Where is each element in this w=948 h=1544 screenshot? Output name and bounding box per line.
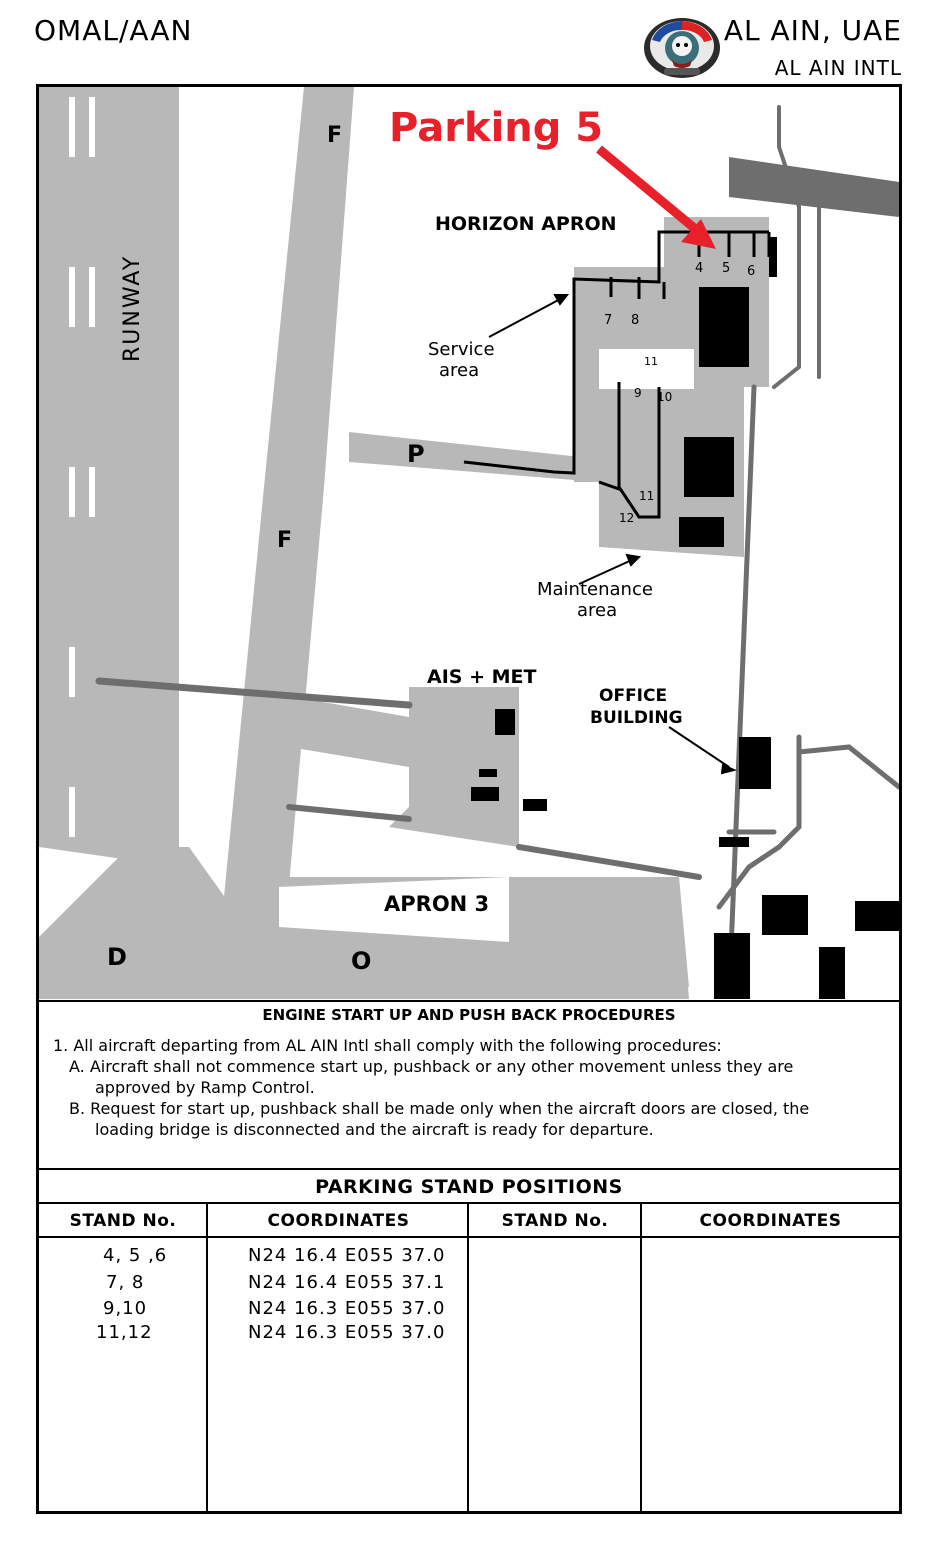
table-column-divider (640, 1204, 642, 1514)
runway (39, 87, 179, 867)
stand-6-label: 6 (747, 264, 756, 279)
coordinate-cell: N24 16.3 E055 37.0 (248, 1298, 446, 1319)
procedures-section (39, 1000, 899, 1168)
procedure-line-1: 1. All aircraft departing from AL AIN Intl shall comply with the following procedures: (53, 1036, 722, 1055)
roads (99, 107, 899, 999)
ais-met-label: AIS + MET (427, 666, 537, 688)
coordinate-cell: N24 16.4 E055 37.1 (248, 1272, 446, 1293)
procedures-title: ENGINE START UP AND PUSH BACK PROCEDURES (262, 1006, 676, 1024)
road-east (729, 157, 899, 217)
office-building-label-2: BUILDING (590, 708, 683, 728)
stand-11b-label: 11 (644, 355, 658, 368)
airline-logo-icon (642, 16, 722, 80)
procedure-b-line-2: loading bridge is disconnected and the aircraft is ready for departure. (95, 1120, 654, 1139)
stand-cell: 9,10 (103, 1298, 148, 1319)
table-header-rule (39, 1236, 899, 1238)
maintenance-area-label: Maintenance (537, 579, 653, 600)
taxiway-o-label: O (351, 947, 372, 975)
stand-11-label: 11 (639, 489, 655, 503)
service-area-label: Service (428, 339, 495, 360)
coordinate-cell: N24 16.4 E055 37.0 (248, 1245, 446, 1266)
taxiway-p (349, 432, 599, 482)
header-stand-2: STAND No. (501, 1211, 609, 1231)
procedure-b-line-1: B. Request for start up, pushback shall be made only when the aircraft doors are closed, the (69, 1099, 810, 1118)
aerodrome-map (39, 87, 899, 999)
header-coordinates-1: COORDINATES (267, 1211, 410, 1231)
coordinate-cell: N24 16.3 E055 37.0 (248, 1322, 446, 1343)
header-coordinates-2: COORDINATES (699, 1211, 842, 1231)
runway-label: RUNWAY (120, 254, 145, 362)
stand-5-label: 5 (722, 261, 731, 276)
stand-table-title: PARKING STAND POSITIONS (39, 1168, 899, 1204)
taxiway-d-label: D (107, 943, 127, 971)
apron-3-label: APRON 3 (384, 892, 490, 916)
stand-cell: 11,12 (96, 1322, 153, 1343)
header-stand-1: STAND No. (69, 1211, 177, 1231)
stand-12-label: 12 (619, 511, 635, 525)
stand-10-label: 10 (657, 390, 673, 404)
procedure-a-line-1: A. Aircraft shall not commence start up, pushback or any other movement unless they are (69, 1057, 794, 1076)
taxiway-f-label-mid: F (277, 528, 293, 553)
stand-9-label: 9 (634, 386, 642, 400)
procedure-a-line-2: approved by Ramp Control. (95, 1078, 315, 1097)
office-building-label: OFFICE (599, 686, 668, 706)
stand-cell: 4, 5 ,6 (103, 1245, 168, 1266)
horizon-apron-label: HORIZON APRON (435, 213, 617, 235)
chart-code: OMAL/AAN (34, 14, 193, 47)
table-column-divider (206, 1204, 208, 1514)
stand-8-label: 8 (631, 313, 640, 328)
ais-taxiway (289, 697, 409, 767)
stand-7-label: 7 (604, 313, 613, 328)
taxiway-p-label: P (407, 440, 425, 468)
parking-callout: Parking 5 (389, 105, 604, 151)
service-area-label-2: area (439, 360, 480, 381)
stand-cell: 7, 8 (106, 1272, 145, 1293)
table-column-divider (467, 1204, 469, 1514)
maintenance-area-label-2: area (577, 600, 618, 621)
airport-name: AL AIN INTL (774, 56, 902, 80)
taxiway-f-label-top: F (327, 123, 343, 148)
city-name: AL AIN, UAE (723, 14, 902, 47)
stand-4-label: 4 (695, 261, 704, 276)
